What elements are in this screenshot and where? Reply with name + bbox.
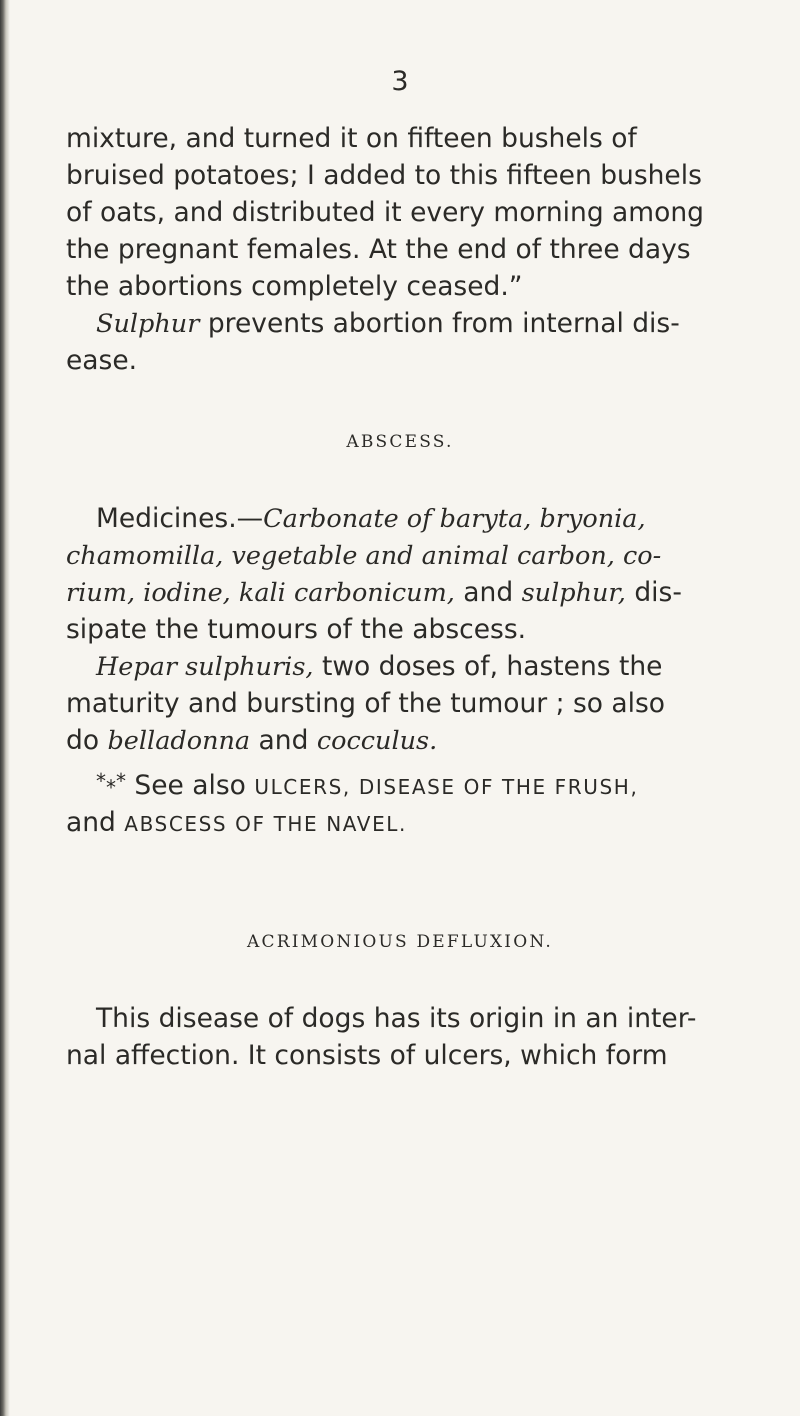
page-number: 3	[391, 66, 409, 97]
text-line: ease.	[66, 345, 138, 376]
text-line	[96, 648, 796, 686]
text-line: This disease of dogs has its origin in an inter-	[96, 1003, 697, 1034]
italic-term: rium, iodine, kali carbonicum,	[66, 578, 455, 608]
cross-reference: ABSCESS OF THE NAVEL.	[124, 812, 408, 836]
text-line	[66, 804, 766, 843]
cross-reference: ULCERS, DISEASE OF THE FRUSH,	[254, 775, 639, 799]
text-line	[96, 500, 796, 538]
text-span: See also	[126, 770, 255, 801]
italic-term: belladonna	[107, 726, 251, 756]
text-line: of oats, and distributed it every morning among	[66, 197, 704, 228]
text-span: Medicines.—	[96, 503, 264, 534]
text-line: sipate the tumours of the abscess.	[66, 614, 527, 645]
page-spine-edge	[0, 0, 10, 1416]
text-span: and	[454, 577, 522, 608]
text-span: do	[66, 725, 108, 756]
italic-term: cocculus.	[316, 726, 438, 756]
italic-term: sulphur,	[521, 578, 626, 608]
text-span: dis-	[625, 577, 682, 608]
italic-term: chamomilla, vegetable and animal carbon, co-	[66, 541, 662, 571]
text-span: and	[250, 725, 317, 756]
text-line: maturity and bursting of the tumour ; so also	[66, 688, 666, 719]
section-heading-acrimonious-defluxion: ACRIMONIOUS DEFLUXION.	[247, 932, 553, 952]
text-span: and	[66, 807, 125, 838]
text-line: mixture, and turned it on fifteen bushels of	[66, 123, 637, 154]
section-heading-abscess: ABSCESS.	[346, 432, 454, 452]
italic-term: Hepar sulphuris,	[96, 652, 314, 682]
text-line	[96, 305, 796, 343]
italic-term: Sulphur	[96, 309, 200, 339]
text-line: the abortions completely ceased.”	[66, 271, 523, 302]
text-line: the pregnant females. At the end of three days	[66, 234, 691, 265]
text-line	[66, 574, 766, 612]
text-line: nal affection. It consists of ulcers, which form	[66, 1040, 668, 1071]
text-line: bruised potatoes; I added to this fifteen bushels	[66, 160, 702, 191]
asterism-mark: *⁎*	[96, 769, 126, 793]
italic-term: Carbonate of baryta, bryonia,	[263, 504, 646, 534]
text-span: two doses of, hastens the	[313, 651, 663, 682]
text-line	[66, 722, 766, 760]
text-span: prevents abortion from internal dis-	[199, 308, 680, 339]
text-line	[96, 767, 796, 806]
text-line	[66, 537, 766, 575]
